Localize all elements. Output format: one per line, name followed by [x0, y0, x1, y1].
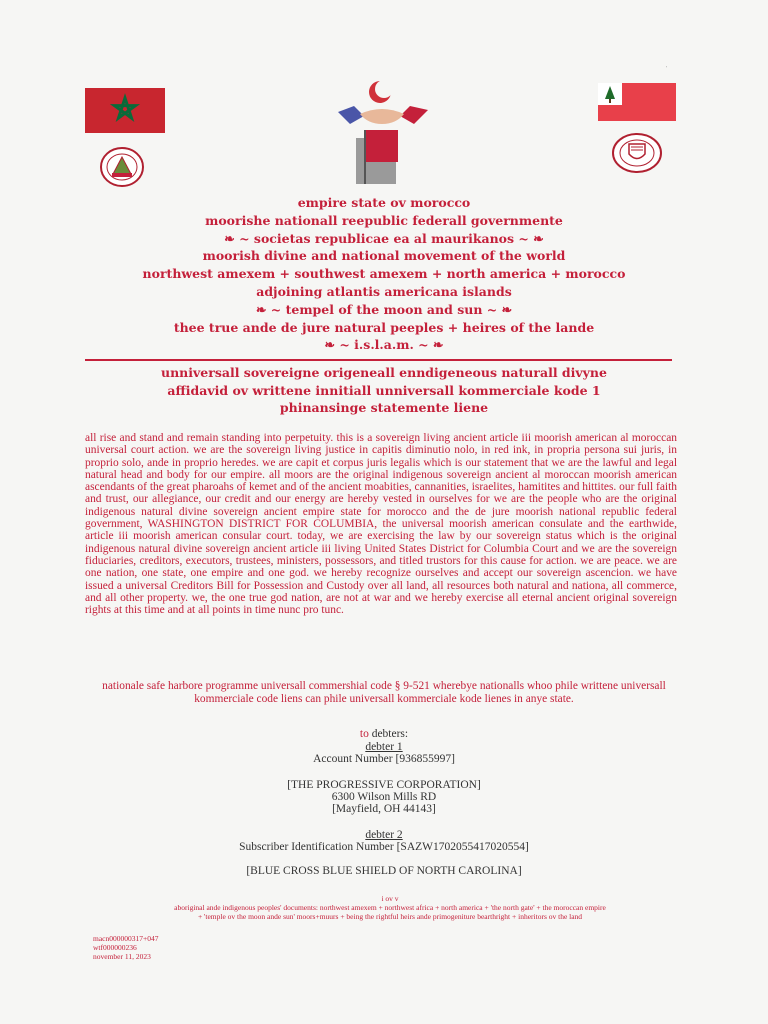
document-subheading — [0, 364, 768, 417]
header-line: adjoining atlantis americana islands — [256, 283, 512, 299]
header-line: moorishe nationall reepublic federall governmente — [205, 212, 563, 228]
footer-docs-line: + 'temple ov the moon ande sun' moors+muurs + being the rightful heirs ande primogeniture bearthright + inheritors ov the land — [197, 912, 583, 921]
debtors-block — [0, 728, 768, 877]
subheading-line: phinansinge statemente liene — [279, 400, 489, 415]
pentagram-icon — [85, 88, 165, 133]
header-line: moorish divine and national movement of the world — [202, 248, 566, 264]
header-divider — [85, 359, 672, 361]
safe-harbor-notice: nationale safe harbore programme universall commershial code § 9-521 wherebye nationalls whoo phile writtene universall kommerciale code liens can phile universall kommerciale kode lienes in anye state. — [102, 680, 666, 705]
reference-number: macn000000317+047 — [93, 934, 159, 943]
document-date: november 11, 2023 — [93, 952, 151, 961]
document-header — [0, 194, 768, 354]
scan-mark: ' — [666, 66, 668, 72]
crescent-icon — [369, 80, 393, 103]
debtor-2-subscriber: Subscriber Identification Number [SAZW1702055417020554] — [239, 841, 529, 853]
crescent-handshake-emblem — [330, 80, 438, 190]
flag-canton — [598, 83, 622, 105]
debtor-2-label: debter 2 — [365, 829, 403, 841]
debtor-2-name: [BLUE CROSS BLUE SHIELD OF NORTH CAROLINA] — [246, 865, 522, 877]
subheading-line: unniversall sovereigne origeneall enndigeneous naturall divyne — [161, 365, 607, 380]
footer-docs-line: aboriginal ande indigenous peoples' documents: northwest amexem + northwest africa + north america + 'the north gate' + the moroccan empire — [174, 903, 606, 912]
moorish-seal-image — [100, 147, 144, 187]
subheading-line: affidavid ov writtene innitiall unniversall kommerciale kode 1 — [167, 382, 601, 398]
debtor-1-name: [THE PROGRESSIVE CORPORATION] — [287, 779, 481, 791]
banner-icon — [356, 130, 398, 184]
handshake-icon — [338, 106, 428, 124]
header-line: ❧ ~ societas republicae ea al maurikanos ~ ❧ — [224, 230, 544, 246]
header-line: northwest amexem + southwest amexem + north america + morocco — [142, 266, 626, 282]
debtors-label: debters: — [371, 728, 409, 740]
pine-tree-icon — [598, 83, 622, 105]
header-line: ❧ ~ i.s.l.a.m. ~ ❧ — [324, 337, 444, 353]
debtor-1-account: Account Number [936855997] — [313, 753, 455, 765]
footer-documents-note — [90, 894, 690, 921]
header-line: thee true ande de jure natural peeples + heires of the lande — [173, 319, 595, 335]
red-ensign-flag-image — [598, 83, 676, 121]
reference-number: wtf000000236 — [93, 943, 137, 952]
header-line: ❧ ~ tempel of the moon and sun ~ ❧ — [255, 301, 513, 317]
debtor-1-street: 6300 Wilson Mills RD — [331, 791, 437, 803]
debtor-1-label: debter 1 — [365, 741, 403, 753]
to-prefix: to — [359, 728, 369, 740]
to-debtors-heading — [0, 728, 768, 740]
declaration-paragraph: all rise and stand and remain standing into perpetuity. this is a sovereign living ancient article iii moorish american al moroccan universal court action. we are the sovereign living justice in capitis diminutio nolo, in red ink, in propria persona sui juris, in proprio solo, ande in proprio heredes. we are capit et corpus juris legalis which is our statement that we are the lawful and legal natural head and body for our empire. all moors are the original indigenous sovereign ancient al moroccan moorish american ascendants of the great pharoahs of kemet and of the ancient moabities, cannanities, israelites, hamitites and hittites. our full faith and trust, our allegiance, our credit and our energy are hereby vested in ourselves for we are the people who are the original indigenous natural divine sovereign ancient empire state for morocco and the de jure moorish national republic federal government, WASHINGTON DISTRICT FOR COLUMBIA, the universal moorish american consulate and the earthwide, article iii moorish american consular court. today, we are exercising the law by our sovereign status which is the original indigenous natural divine sovereign ancient article iii living United States District for Columbia Court and we are the sovereign fiduciaries, creditors, executors, trustees, ministers, possessors, and titled trustors for this cause for action. we are peace. we are one nation, one state, one empire and one god. we hereby recognize ourselves and accept our sovereign ascencion. we have issued a universal Creditors Bill for Possession and Custody over all land, all resources both natural and nationa, all commerce, and all other property. we, the one true god nation, are not at war and we hereby exercise all eternal ancient original sovereign rights at this time and at all points in time nunc pro tunc. — [85, 432, 677, 617]
consulate-seal-image — [612, 133, 662, 173]
moroccan-flag-image — [85, 88, 165, 133]
header-line: empire state ov morocco — [297, 195, 471, 210]
page-indicator: i ov v — [381, 894, 399, 903]
debtor-1-city: [Mayfield, OH 44143] — [332, 803, 436, 815]
footer-references — [93, 934, 158, 961]
